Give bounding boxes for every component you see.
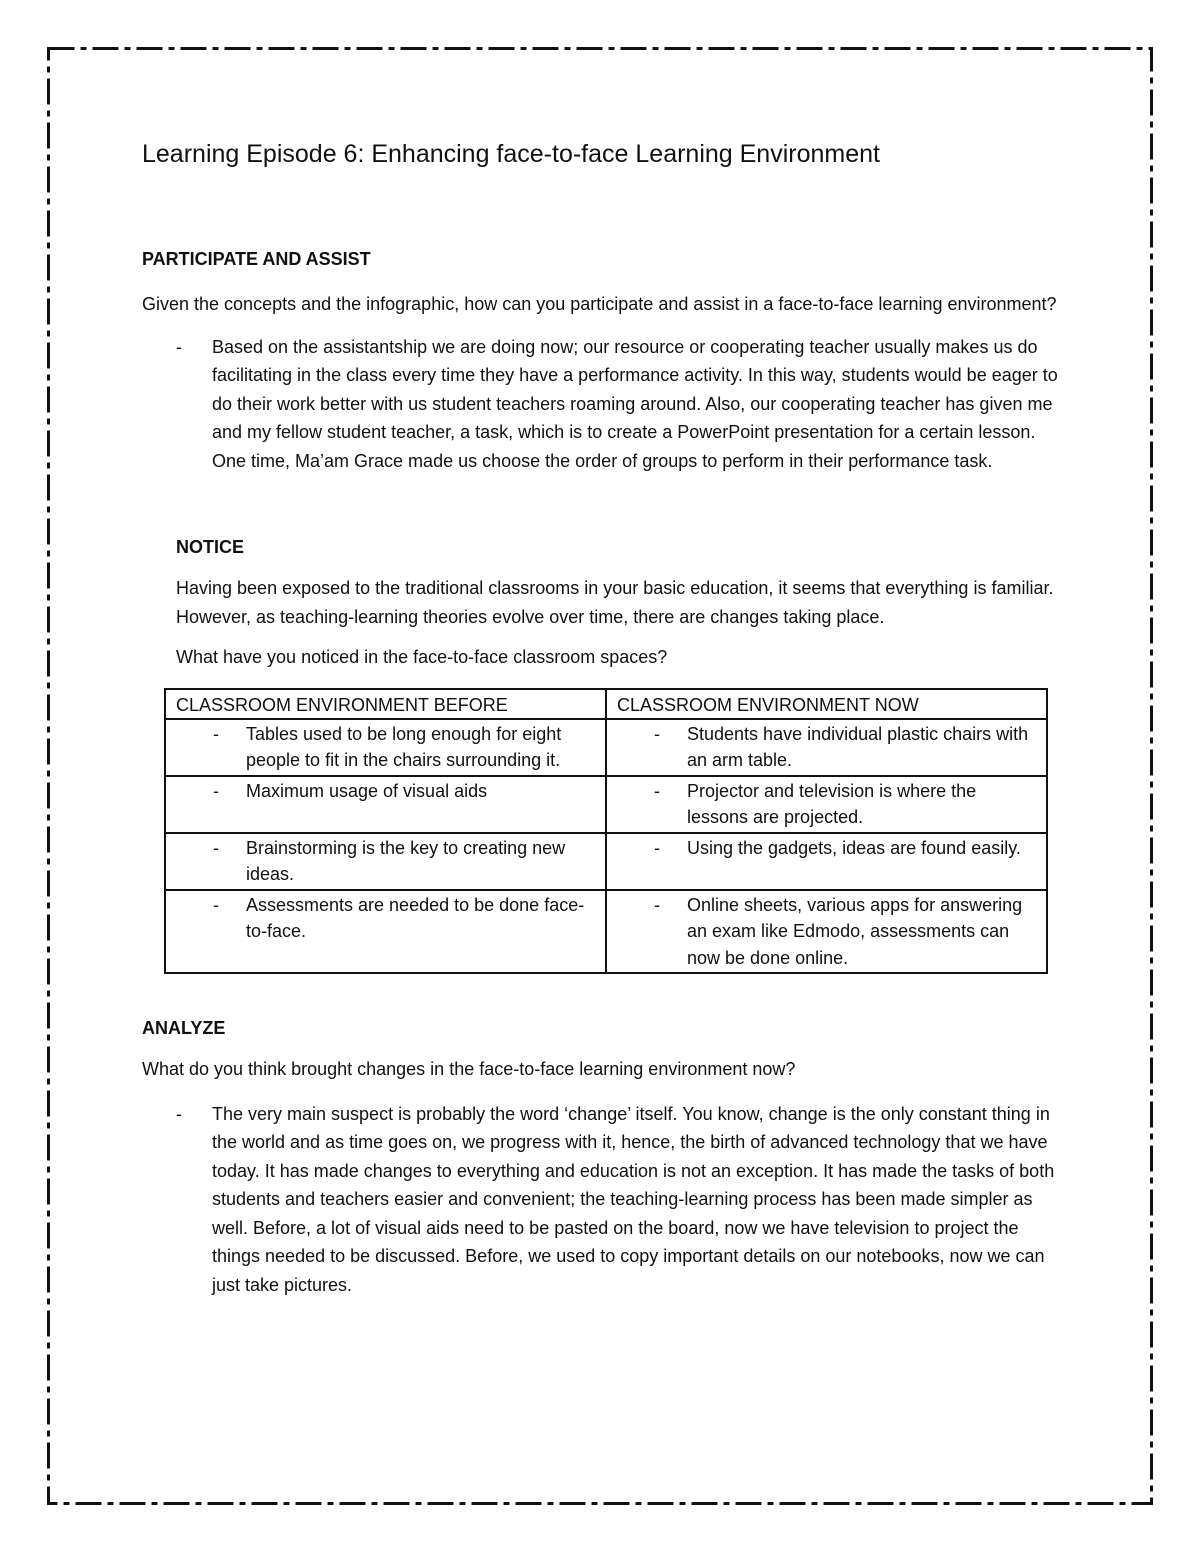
document-body bbox=[142, 140, 1062, 1299]
bullet-dash: - bbox=[654, 780, 660, 801]
analyze-question: What do you think brought changes in the face-to-face learning environment now? bbox=[142, 1059, 796, 1079]
bullet-dash: - bbox=[213, 894, 219, 915]
table-cell bbox=[606, 890, 1047, 974]
participate-question: Given the concepts and the infographic, how can you participate and assist in a face-to-face learning environment? bbox=[142, 294, 1057, 314]
table-cell bbox=[165, 833, 606, 890]
table-cell bbox=[165, 719, 606, 776]
notice-question: What have you noticed in the face-to-face classroom spaces? bbox=[176, 647, 668, 667]
bullet-dash: - bbox=[213, 837, 219, 858]
participate-answer bbox=[142, 333, 1062, 476]
notice-section bbox=[176, 537, 1062, 672]
cell-text: Assessments are needed to be done face-to-face. bbox=[246, 894, 585, 941]
analyze-answer bbox=[142, 1100, 1062, 1300]
bullet-dash: - bbox=[213, 780, 219, 801]
cell-text: Maximum usage of visual aids bbox=[246, 780, 488, 801]
header-now: CLASSROOM ENVIRONMENT NOW bbox=[606, 689, 1047, 719]
table-row bbox=[165, 719, 1047, 776]
table-cell bbox=[606, 719, 1047, 776]
bullet-dash: - bbox=[176, 1103, 182, 1124]
analyze-answer-text: The very main suspect is probably the word ‘change’ itself. You know, change is the only constant thing in the world and as time goes on, we progress with it, hence, the birth of advanced technology that we have today. It has made changes to everything and education is not an exception. It has made the tasks of both students and teachers easier and convenient; the teaching-learning process has been made simpler as well. Before, a lot of visual aids need to be pasted on the board, now we have television to project the things needed to be discussed. Before, we used to copy important details on our notebooks, now we can just take pictures. bbox=[212, 1103, 1055, 1295]
notice-heading: NOTICE bbox=[176, 537, 245, 557]
participate-answer-text: Based on the assistantship we are doing now; our resource or cooperating teacher usually makes us do facilitating in the class every time they have a performance activity. In this way, students would be eager to do their work better with us student teachers roaming around. Also, our cooperating teacher has given me and my fellow student teacher, a task, which is to create a PowerPoint presentation for a certain lesson. One time, Ma’am Grace made us choose the order of groups to perform in their performance task. bbox=[212, 336, 1058, 471]
bullet-dash: - bbox=[176, 336, 182, 357]
participate-heading: PARTICIPATE AND ASSIST bbox=[142, 249, 371, 269]
document-title: Learning Episode 6: Enhancing face-to-face Learning Environment bbox=[142, 140, 880, 168]
analyze-heading: ANALYZE bbox=[142, 1018, 226, 1038]
table-cell bbox=[165, 776, 606, 833]
table-row bbox=[165, 890, 1047, 974]
cell-text: Tables used to be long enough for eight people to fit in the chairs surrounding it. bbox=[246, 723, 562, 770]
bullet-dash: - bbox=[654, 837, 660, 858]
table-header-row bbox=[165, 689, 1047, 719]
cell-text: Brainstorming is the key to creating new ideas. bbox=[246, 837, 566, 884]
cell-text: Using the gadgets, ideas are found easily. bbox=[687, 837, 1021, 858]
table-cell bbox=[606, 833, 1047, 890]
notice-intro: Having been exposed to the traditional classrooms in your basic education, it seems that everything is familiar. However, as teaching-learning theories evolve over time, there are changes taking place. bbox=[176, 578, 1054, 627]
table-row bbox=[165, 776, 1047, 833]
table-row bbox=[165, 833, 1047, 890]
bullet-dash: - bbox=[654, 723, 660, 744]
cell-text: Online sheets, various apps for answering an exam like Edmodo, assessments can now be done online. bbox=[687, 894, 1023, 968]
cell-text: Students have individual plastic chairs with an arm table. bbox=[687, 723, 1029, 770]
table-cell bbox=[606, 776, 1047, 833]
cell-text: Projector and television is where the lessons are projected. bbox=[687, 780, 977, 827]
bullet-dash: - bbox=[654, 894, 660, 915]
table-cell bbox=[165, 890, 606, 974]
header-before: CLASSROOM ENVIRONMENT BEFORE bbox=[165, 689, 606, 719]
classroom-environment-table bbox=[164, 688, 1048, 975]
bullet-dash: - bbox=[213, 723, 219, 744]
